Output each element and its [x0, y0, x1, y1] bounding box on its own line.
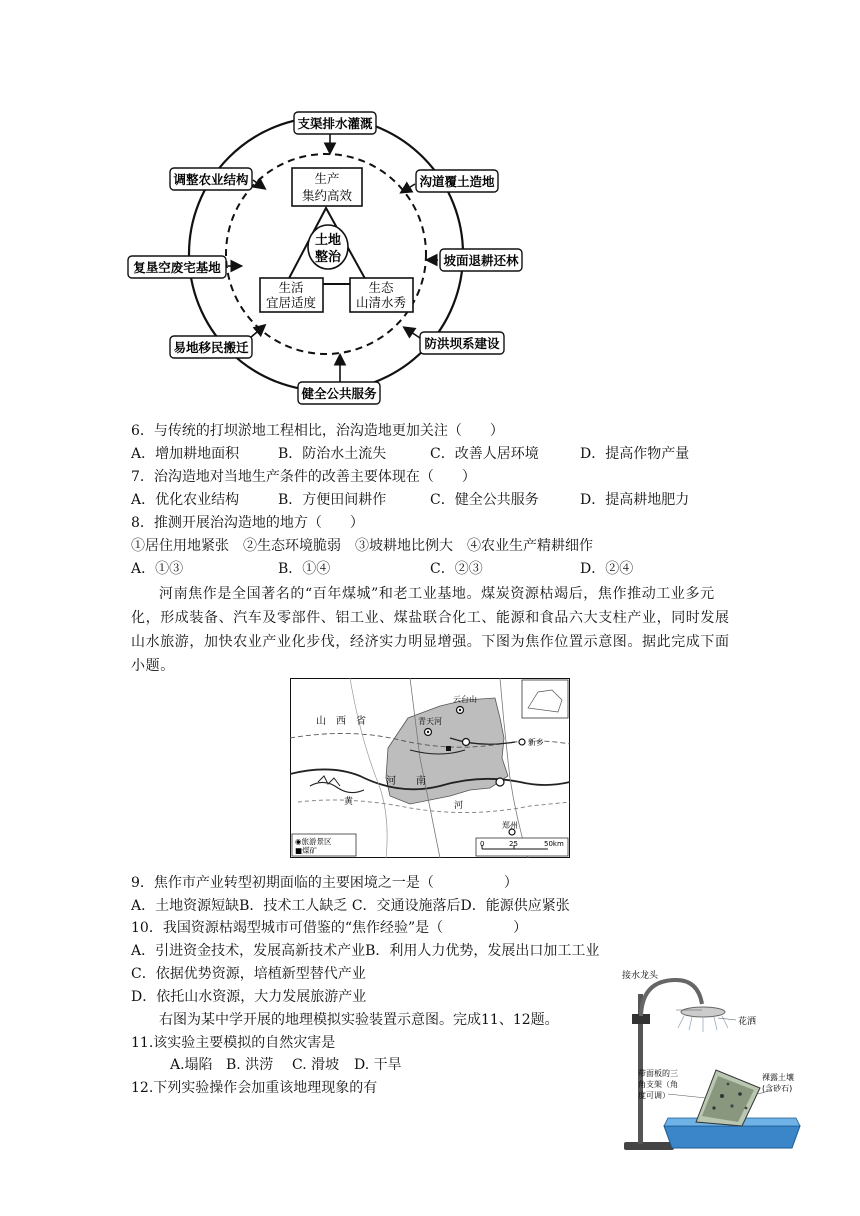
question-6-option-b: B．防治水土流失 [278, 446, 387, 462]
inner-node-ecology-2: 山清水秀 [355, 295, 407, 310]
question-8-statements: ①居住用地紧张 ②生态环境脆弱 ③坡耕地比例大 ④农业生产精耕细作 [131, 538, 593, 554]
inner-node-production-2: 集约高效 [301, 188, 353, 203]
question-6-option-a: A．增加耕地面积 [131, 446, 240, 462]
question-11-option-c: C. 滑坡 [292, 1057, 340, 1073]
question-8-option-b: B．①④ [278, 561, 331, 577]
outer-node-4: 防洪坝系建设 [424, 336, 500, 351]
question-6-option-d: D．提高作物产量 [580, 446, 690, 462]
map-label-qingtian: 青天河 [418, 717, 442, 726]
question-12-stem: 12.下列实验操作会加重该地理现象的有 [131, 1080, 378, 1096]
question-8-option-c: C．②③ [430, 561, 483, 577]
inner-node-production-1: 生产 [314, 171, 340, 186]
map-legend-scenic: ◉旅游景区 [295, 837, 332, 846]
apparatus-label-tap: 接水龙头 [622, 971, 659, 981]
inner-node-ecology-1: 生态 [368, 280, 394, 295]
outer-node-8: 调整农业结构 [173, 172, 249, 187]
question-7-option-b: B．方便田间耕作 [278, 492, 387, 508]
map-label-huang: 黄 [344, 797, 354, 807]
apparatus-label-frame-2: 角支架（角 [638, 1080, 678, 1089]
experiment-apparatus [610, 966, 810, 1161]
inner-node-life-1: 生活 [278, 280, 304, 295]
question-7-option-c: C．健全公共服务 [430, 492, 539, 508]
center-line-1: 土地 [314, 233, 342, 248]
apparatus-label-shower: 花洒 [738, 1017, 757, 1027]
apparatus-label-frame-1: 带面板的三 [638, 1069, 678, 1078]
center-line-2: 整治 [314, 250, 342, 265]
map-label-he1: 河 [386, 776, 396, 787]
outer-node-7: 复垦空废宅基地 [133, 260, 221, 275]
question-11-option-b: B. 洪涝 [226, 1057, 274, 1073]
outer-node-5: 健全公共服务 [301, 386, 377, 401]
question-11-option-a: A.塌陷 [170, 1057, 213, 1073]
map-label-xinxiang: 新乡 [528, 738, 544, 747]
map-label-he2: 河 [454, 801, 464, 811]
map-scale-50: 50km [544, 840, 564, 848]
question-8-option-d: D．②④ [580, 561, 634, 577]
map-scale-25: 25 [509, 840, 518, 848]
map-scale-0: 0 [480, 840, 485, 848]
experiment-intro: 右图为某中学开展的地理模拟实验装置示意图。完成11、12题。 [159, 1012, 559, 1028]
question-11-stem: 11.该实验主要模拟的自然灾害是 [131, 1035, 336, 1051]
apparatus-label-soil-1: 裸露土壤 [762, 1073, 794, 1082]
question-7-option-d: D．提高耕地肥力 [580, 492, 690, 508]
apparatus-label-soil-2: (含砂石) [762, 1084, 793, 1093]
question-7-option-a: A．优化农业结构 [131, 492, 240, 508]
question-6-option-c: C．改善人居环境 [430, 446, 539, 462]
map-label-zhengzhou: 郑州 [502, 821, 518, 830]
question-10-options-line-1: A．引进资金技术，发展高新技术产业B．利用人力优势，发展出口加工工业 [131, 943, 600, 959]
inner-node-life-2: 宜居适度 [265, 295, 317, 310]
question-8-option-a: A．①③ [131, 561, 184, 577]
question-10-stem: 10．我国资源枯竭型城市可借鉴的“焦作经验”是（ ） [131, 920, 528, 936]
outer-node-1: 支渠排水灌溉 [297, 116, 373, 131]
jiaozuo-location-map [290, 678, 570, 858]
question-9-stem: 9．焦作市产业转型初期面临的主要困境之一是（ ） [131, 875, 518, 891]
outer-node-6: 易地移民搬迁 [173, 340, 249, 355]
apparatus-label-frame-3: 度可调） [638, 1091, 670, 1100]
question-6-stem: 6．与传统的打坝淤地工程相比，治沟造地更加关注（ ） [131, 423, 504, 439]
question-10-options-line-2: C．依据优势资源，培植新型替代产业 [131, 966, 366, 982]
map-label-nan: 南 [416, 776, 426, 787]
question-9-options: A．土地资源短缺B．技术工人缺乏 C．交通设施落后D．能源供应紧张 [131, 898, 570, 914]
map-label-yuntai: 云台山 [453, 695, 477, 704]
question-7-stem: 7．治沟造地对当地生产条件的改善主要体现在（ ） [131, 469, 476, 485]
land-consolidation-diagram [120, 108, 540, 408]
outer-node-3: 坡面退耕还林 [443, 253, 519, 268]
jiaozuo-passage: 河南焦作是全国著名的“百年煤城”和老工业基地。煤炭资源枯竭后，焦作推动工业多元化，形成装备、汽车及零部件、铝工业、煤盐联合化工、能源和食品六大支柱产业，同时发展山水旅游，加快农业产业化步伐，经济实力明显增强。下图为焦作位置示意图。据此完成下面小题。 [131, 586, 730, 674]
question-8-stem: 8．推测开展治沟造地的地方（ ） [131, 515, 364, 531]
outer-node-2: 沟道覆土造地 [419, 174, 495, 189]
question-11-option-d: D. 干旱 [354, 1057, 402, 1073]
map-legend-coal: ■煤矿 [295, 846, 318, 855]
question-10-options-line-3: D．依托山水资源，大力发展旅游产业 [131, 989, 367, 1005]
map-label-province: 山 西 省 [316, 716, 366, 727]
